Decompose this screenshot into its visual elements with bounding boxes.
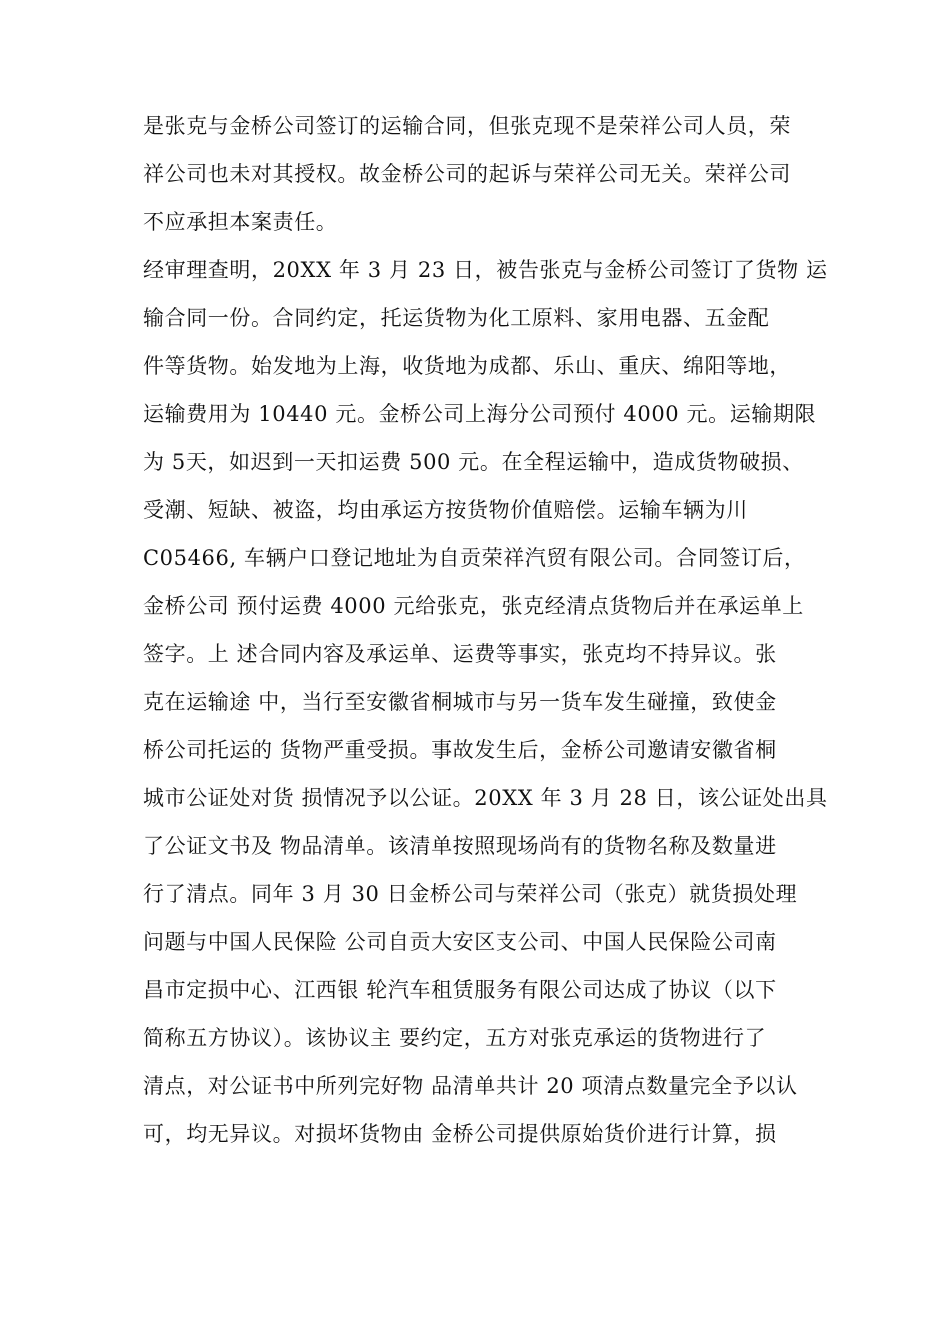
text-line: 受潮、短缺、被盗，均由承运方按货物价值赔偿。运输车辆为川 [143, 498, 748, 522]
text-line: 运输费用为 10440 元。金桥公司上海分公司预付 4000 元。运输期限 [143, 402, 817, 426]
text-line: 经审理查明，20XX 年 3 月 23 日，被告张克与金桥公司签订了货物 运 [143, 258, 828, 282]
text-line: C05466, 车辆户口登记地址为自贡荣祥汽贸有限公司。合同签订后， [143, 546, 806, 570]
text-line: 祥公司也未对其授权。故金桥公司的起诉与荣祥公司无关。荣祥公司 [143, 162, 791, 186]
text-line: 是张克与金桥公司签订的运输合同，但张克现不是荣祥公司人员，荣 [143, 114, 791, 138]
text-line: 金桥公司 预付运费 4000 元给张克，张克经清点货物后并在承运单上 [143, 594, 804, 618]
text-line: 城市公证处对货 损情况予以公证。20XX 年 3 月 28 日，该公证处出具 [143, 786, 828, 810]
text-line: 简称五方协议）。该协议主 要约定，五方对张克承运的货物进行了 [143, 1026, 767, 1050]
text-line: 件等货物。始发地为上海，收货地为成都、乐山、重庆、绵阳等地， [143, 354, 791, 378]
text-line: 桥公司托运的 货物严重受损。事故发生后，金桥公司邀请安徽省桐 [143, 738, 777, 762]
text-line: 问题与中国人民保险 公司自贡大安区支公司、中国人民保险公司南 [143, 930, 777, 954]
text-line: 输合同一份。合同约定，托运货物为化工原料、家用电器、五金配 [143, 306, 770, 330]
text-line: 为 5天，如迟到一天扣运费 500 元。在全程运输中，造成货物破损、 [143, 450, 804, 474]
text-line: 行了清点。同年 3 月 30 日金桥公司与荣祥公司（张克）就货损处理 [143, 882, 798, 906]
text-line: 昌市定损中心、江西银 轮汽车租赁服务有限公司达成了协议（以下 [143, 978, 777, 1002]
text-line: 克在运输途 中，当行至安徽省桐城市与另一货车发生碰撞，致使金 [143, 690, 777, 714]
text-line: 了公证文书及 物品清单。该清单按照现场尚有的货物名称及数量进 [143, 834, 777, 858]
text-line: 清点，对公证书中所列完好物 品清单共计 20 项清点数量完全予以认 [143, 1074, 798, 1098]
text-line: 不应承担本案责任。 [143, 210, 338, 234]
text-line: 签字。上 述合同内容及承运单、运费等事实，张克均不持异议。张 [143, 642, 777, 666]
text-line: 可，均无异议。对损坏货物由 金桥公司提供原始货价进行计算，损 [143, 1122, 777, 1146]
